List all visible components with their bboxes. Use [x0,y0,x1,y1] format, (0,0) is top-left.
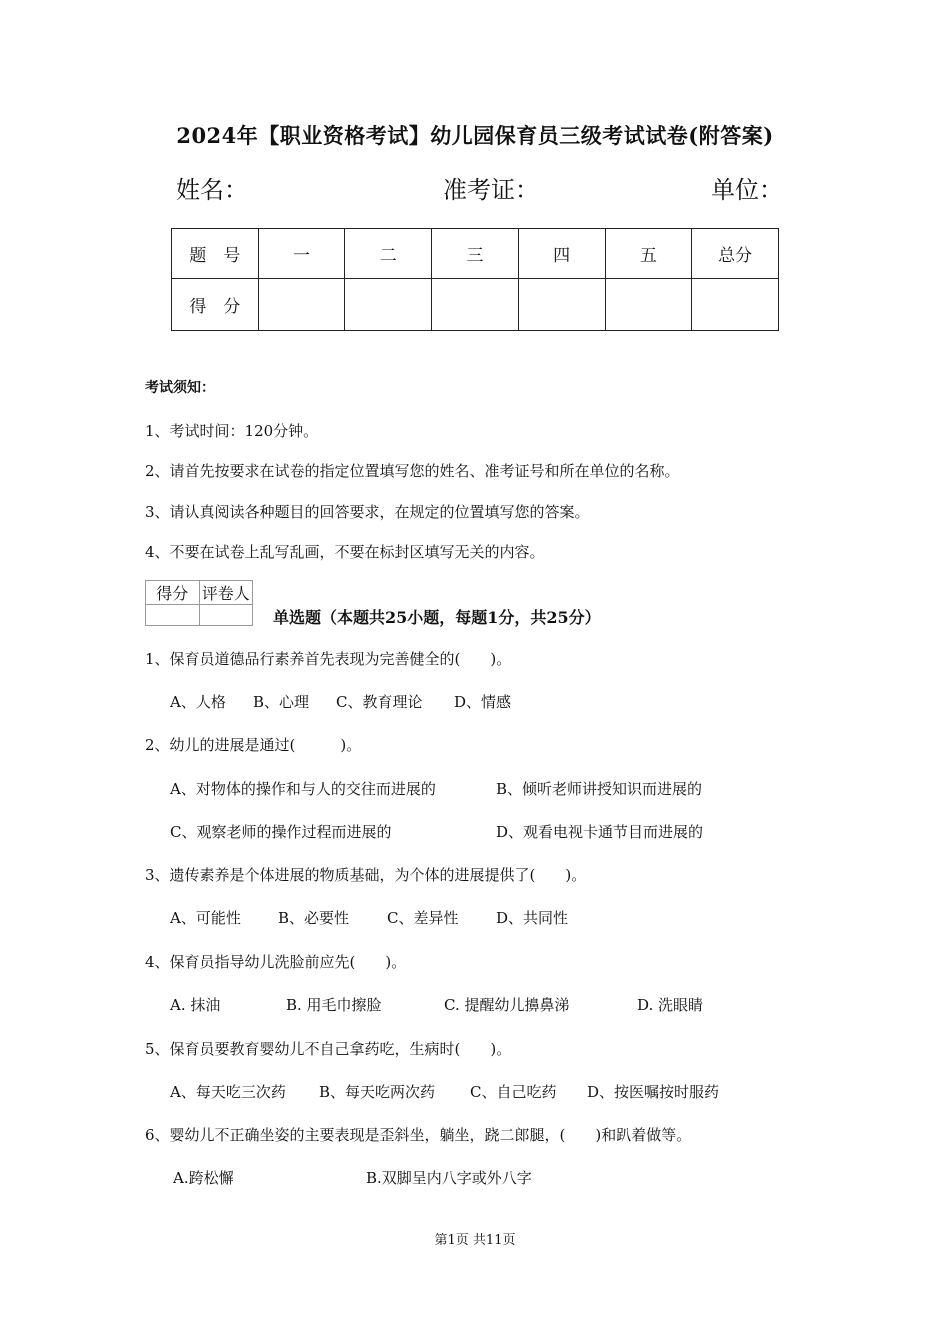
question-option[interactable]: C、差异性 [387,909,459,927]
notice-item: 2、请首先按要求在试卷的指定位置填写您的姓名、准考证号和所在单位的名称。 [145,462,680,480]
score-cell[interactable] [258,279,345,331]
question-stem: 4、保育员指导幼儿洗脸前应先( )。 [145,953,407,971]
grader-name-cell[interactable] [199,605,253,626]
score-cell[interactable] [692,279,779,331]
header-cell: 一 [258,229,345,279]
name-label: 姓名： [176,176,248,204]
grader-score-label: 得分 [146,581,200,605]
question-option[interactable]: B.双脚呈内八字或外八字 [366,1169,532,1187]
notice-item: 1、考试时间：120分钟。 [145,422,319,440]
score-cell[interactable] [432,279,519,331]
score-table-score-row [172,279,779,331]
question-option[interactable]: B、倾听老师讲授知识而进展的 [496,780,703,798]
question-option[interactable]: A、每天吃三次药 [170,1083,286,1101]
page-title: 2024年【职业资格考试】幼儿园保育员三级考试试卷(附答案) [176,123,774,148]
header-cell: 三 [432,229,519,279]
question-option[interactable]: A、人格 [170,693,226,711]
question-option[interactable]: A.跨松懈 [173,1169,234,1187]
grader-name-label: 评卷人 [199,581,253,605]
exam-no-label: 准考证： [443,176,539,204]
score-table-header-row [172,229,779,279]
score-cell[interactable] [345,279,432,331]
question-option[interactable]: A、可能性 [170,909,241,927]
question-option[interactable]: B、每天吃两次药 [319,1083,436,1101]
question-option[interactable]: A. 抹油 [170,996,221,1014]
header-cell: 总分 [692,229,779,279]
question-stem: 1、保育员道德品行素养首先表现为完善健全的( )。 [145,650,512,668]
question-option[interactable]: C. 提醒幼儿擤鼻涕 [444,996,570,1014]
question-option[interactable]: B、心理 [253,693,310,711]
notice-item: 4、不要在试卷上乱写乱画，不要在标封区填写无关的内容。 [145,543,545,561]
header-cell: 五 [605,229,692,279]
question-stem: 2、幼儿的进展是通过( )。 [145,736,362,754]
question-option[interactable]: B、必要性 [278,909,350,927]
header-cell: 二 [345,229,432,279]
question-option[interactable]: C、观察老师的操作过程而进展的 [170,823,392,841]
header-cell: 四 [518,229,605,279]
question-option[interactable]: A、对物体的操作和与人的交往而进展的 [170,780,436,798]
grader-score-cell[interactable] [146,605,200,626]
score-row-label: 得 分 [172,279,259,331]
question-option[interactable]: D、按医嘱按时服药 [587,1083,720,1101]
question-option[interactable]: D. 洗眼睛 [637,996,704,1014]
question-option[interactable]: B. 用毛巾擦脸 [286,996,382,1014]
grader-box [145,580,253,626]
notice-item: 3、请认真阅读各种题目的回答要求，在规定的位置填写您的答案。 [145,503,590,521]
question-stem: 3、遗传素养是个体进展的物质基础，为个体的进展提供了( )。 [145,866,587,884]
score-cell[interactable] [518,279,605,331]
question-option[interactable]: D、情感 [454,693,512,711]
notice-heading: 考试须知： [145,380,215,396]
header-cell: 题 号 [172,229,259,279]
question-option[interactable]: D、观看电视卡通节目而进展的 [496,823,704,841]
page-footer: 第1页 共11页 [434,1233,516,1248]
score-cell[interactable] [605,279,692,331]
question-stem: 6、婴幼儿不正确坐姿的主要表现是歪斜坐，躺坐，跷二郎腿，( )和趴着做等。 [145,1126,692,1144]
score-table [171,228,779,331]
unit-label: 单位： [711,176,783,204]
question-option[interactable]: C、自己吃药 [470,1083,557,1101]
section-title: 单选题（本题共25小题，每题1分，共25分） [273,608,601,627]
question-stem: 5、保育员要教育婴幼儿不自己拿药吃，生病时( )。 [145,1040,512,1058]
question-option[interactable]: D、共同性 [496,909,569,927]
question-option[interactable]: C、教育理论 [336,693,423,711]
